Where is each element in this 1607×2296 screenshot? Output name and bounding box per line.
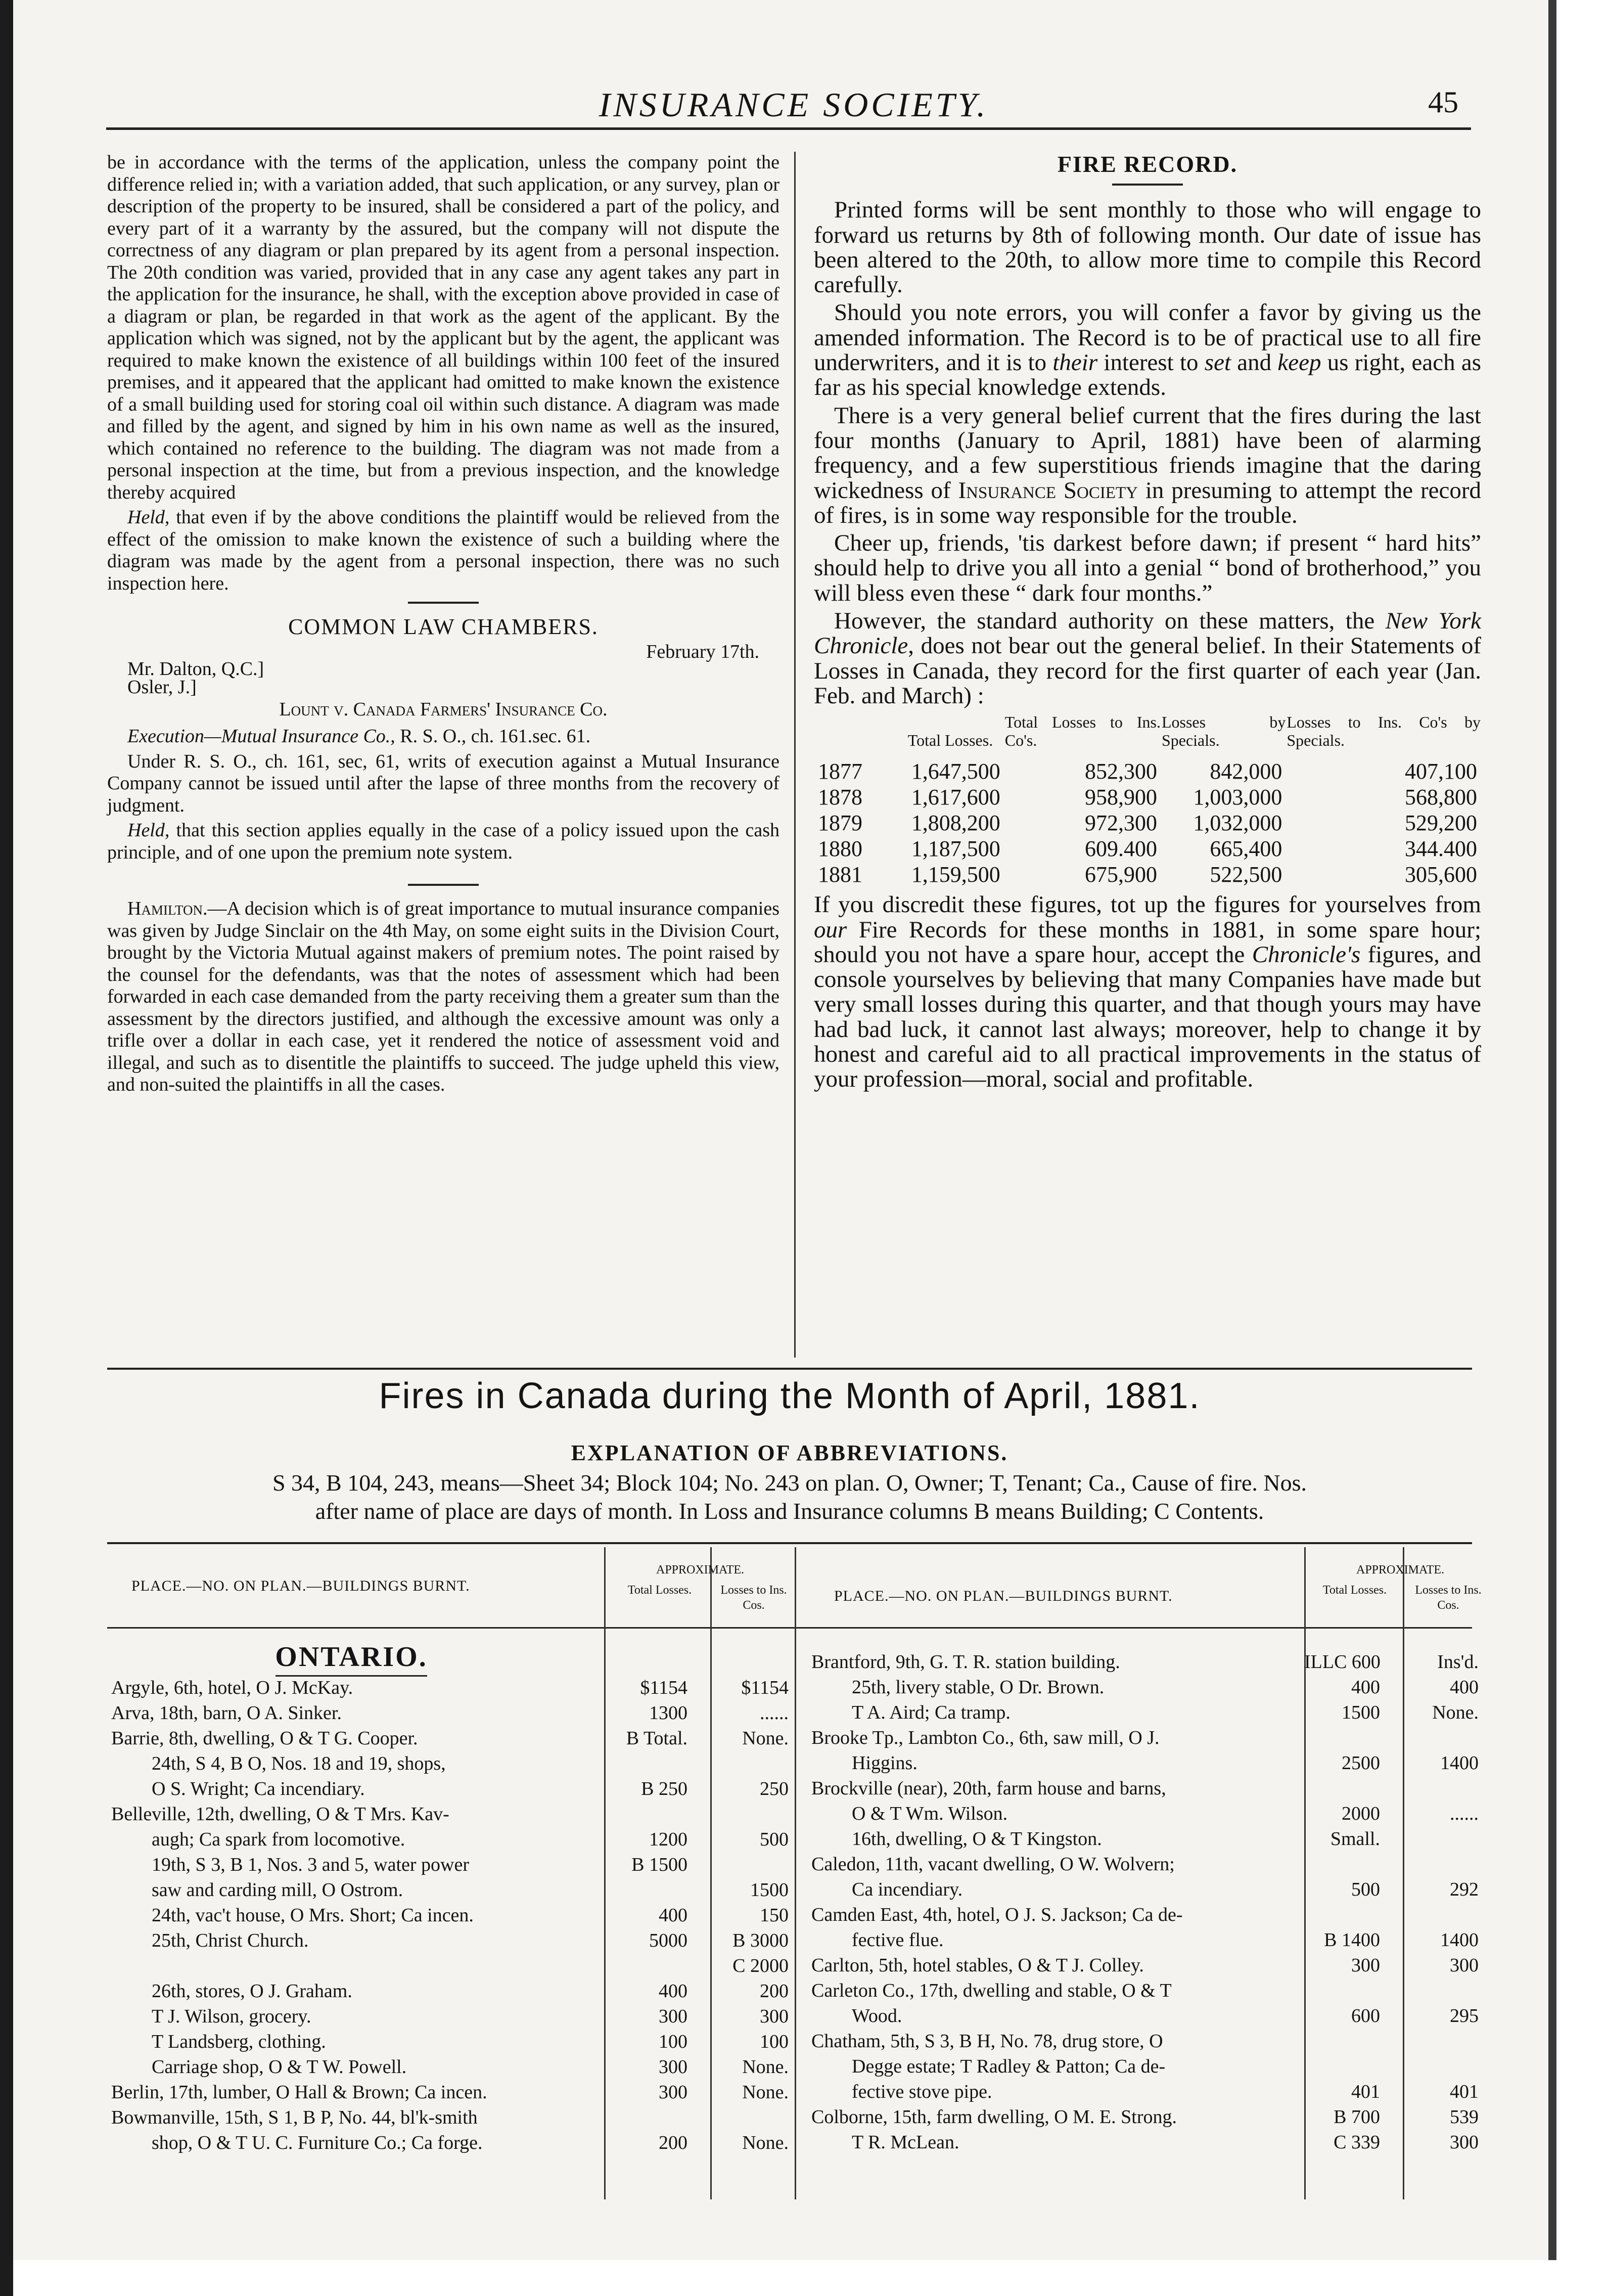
right-rows bbox=[811, 1651, 1494, 2156]
ins-cell: 972,300 bbox=[1084, 811, 1157, 836]
fire-entry-row bbox=[111, 1778, 794, 1803]
total-cell: 1,808,200 bbox=[911, 811, 1000, 836]
spec-cell: 1,003,000 bbox=[1193, 785, 1282, 810]
total-cell: 1,617,600 bbox=[911, 785, 1000, 810]
fire-place: 19th, S 3, B 1, Nos. 3 and 5, water power bbox=[152, 1854, 469, 1875]
fire-entry-row bbox=[111, 1955, 794, 1980]
ins-spec-cell: 305,600 bbox=[1405, 862, 1477, 887]
p6-our: our bbox=[814, 916, 847, 943]
fire-entry-row bbox=[811, 1828, 1494, 1853]
fire-entry-row bbox=[811, 1853, 1494, 1878]
total-losses-header: Total Losses. bbox=[627, 1584, 692, 1597]
fire-ins-loss: None. bbox=[742, 2132, 789, 2153]
fire-total-loss: 400 bbox=[659, 1980, 687, 2002]
fires-section-title: Fires in Canada during the Month of April, 1881. bbox=[379, 1376, 1201, 1416]
year-header bbox=[814, 712, 907, 758]
abbreviations-line-1: S 34, B 104, 243, means—Sheet 34; Block 104; No. 243 on plan. O, Owner; T, Tenant; Ca., Cause of fire. Nos. bbox=[272, 1470, 1307, 1496]
fires-list-right bbox=[811, 1651, 1494, 2156]
table-top-rule bbox=[107, 1542, 1472, 1544]
fire-place: fective stove pipe. bbox=[852, 2081, 992, 2102]
fire-total-loss: 200 bbox=[659, 2132, 687, 2153]
fire-ins-loss: 100 bbox=[760, 2031, 789, 2052]
fire-place: Argyle, 6th, hotel, O J. McKay. bbox=[111, 1677, 353, 1698]
fire-ins-loss: 300 bbox=[1450, 1955, 1479, 1976]
fire-total-loss: 300 bbox=[1351, 1955, 1380, 1976]
fire-place: Brantford, 9th, G. T. R. station building. bbox=[811, 1651, 1120, 1673]
fire-entry-row bbox=[111, 2056, 794, 2081]
fire-place: 24th, vac't house, O Mrs. Short; Ca incen. bbox=[152, 1905, 474, 1926]
hamilton-label: Hamilton. bbox=[127, 898, 208, 919]
fire-total-loss: B Total. bbox=[626, 1728, 687, 1749]
p3-part-b: in presuming to attempt the record of fires, is in some way responsible for the trouble. bbox=[814, 477, 1481, 528]
losses-row bbox=[814, 836, 1481, 862]
fire-entry-row bbox=[811, 1727, 1494, 1752]
fire-ins-loss: 539 bbox=[1450, 2106, 1479, 2128]
total-cell: 1,187,500 bbox=[911, 836, 1000, 862]
fire-total-loss: 300 bbox=[659, 2056, 687, 2078]
losses-row bbox=[814, 810, 1481, 836]
fire-place: saw and carding mill, O Ostrom. bbox=[152, 1879, 403, 1901]
place-column-header-right: PLACE.—NO. ON PLAN.—BUILDINGS BURNT. bbox=[834, 1588, 1173, 1604]
fire-entry-row bbox=[811, 2030, 1494, 2055]
fire-total-loss: 600 bbox=[1351, 2005, 1380, 2027]
fire-entry-row bbox=[811, 1929, 1494, 1954]
fire-place: 25th, livery stable, O Dr. Brown. bbox=[852, 1677, 1105, 1698]
fire-place: O S. Wright; Ca incendiary. bbox=[152, 1778, 365, 1799]
fire-entry-row bbox=[811, 1752, 1494, 1777]
fire-total-loss: 100 bbox=[659, 2031, 687, 2052]
fire-entry-row bbox=[111, 2005, 794, 2031]
spec-cell: 665,400 bbox=[1210, 836, 1282, 862]
fire-entry-row bbox=[111, 1727, 794, 1752]
left-rows bbox=[111, 1677, 794, 2157]
fire-place: Caledon, 11th, vacant dwelling, O W. Wolvern; bbox=[811, 1854, 1175, 1875]
chambers-date: February 17th. bbox=[646, 641, 759, 662]
fire-entry-row bbox=[811, 1701, 1494, 1727]
abbreviations-text bbox=[107, 1469, 1472, 1525]
ins-spec-cell: 529,200 bbox=[1405, 811, 1477, 836]
fire-place: T J. Wilson, grocery. bbox=[152, 2006, 311, 2027]
bench-block bbox=[107, 641, 779, 698]
execution-headnote bbox=[107, 726, 779, 748]
fire-place: Carleton Co., 17th, dwelling and stable, O & T bbox=[811, 1980, 1172, 2001]
abbreviations-line-2: after name of place are days of month. In Loss and Insurance columns B means Building; C Contents. bbox=[315, 1498, 1264, 1524]
fire-ins-loss: 1400 bbox=[1440, 1929, 1479, 1951]
fire-total-loss: 500 bbox=[1351, 1879, 1380, 1900]
header-losses-to-ins: Total Losses to Ins. Co's. bbox=[1004, 713, 1161, 750]
fire-ins-loss: 500 bbox=[760, 1829, 789, 1850]
fire-ins-loss: None. bbox=[742, 1728, 789, 1749]
fire-entry-row bbox=[111, 1929, 794, 1955]
ins-spec-cell: 344.400 bbox=[1405, 836, 1477, 862]
held-paragraph-2 bbox=[107, 820, 779, 864]
chambers-heading: COMMON LAW CHAMBERS. bbox=[288, 614, 599, 639]
p2-set: set bbox=[1204, 349, 1231, 376]
fire-ins-loss: B 3000 bbox=[732, 1930, 789, 1951]
year-cell: 1880 bbox=[818, 836, 862, 862]
p2-their: their bbox=[1052, 349, 1098, 376]
fire-ins-loss: None. bbox=[742, 2056, 789, 2078]
fire-ins-loss: Ins'd. bbox=[1437, 1651, 1479, 1673]
fire-total-loss: B 1500 bbox=[631, 1854, 687, 1875]
p2-part-c: and bbox=[1231, 349, 1278, 376]
fire-place: shop, O & T U. C. Furniture Co.; Ca forge. bbox=[152, 2132, 483, 2153]
fire-place: Higgins. bbox=[852, 1752, 917, 1774]
fire-ins-loss: 1500 bbox=[750, 1879, 789, 1901]
fire-place: fective flue. bbox=[852, 1929, 944, 1951]
year-cell: 1879 bbox=[818, 811, 862, 836]
fire-total-loss: 300 bbox=[659, 2082, 687, 2103]
fire-place: Carlton, 5th, hotel stables, O & T J. Colley. bbox=[811, 1955, 1144, 1976]
abbreviations-heading: EXPLANATION OF ABBREVIATIONS. bbox=[571, 1440, 1008, 1465]
fire-ins-loss: None. bbox=[1432, 1702, 1479, 1723]
fire-place: Chatham, 5th, S 3, B H, No. 78, drug store, O bbox=[811, 2031, 1163, 2052]
fire-entry-row bbox=[111, 2031, 794, 2056]
right-column bbox=[814, 152, 1481, 1095]
fire-ins-loss: 401 bbox=[1450, 2081, 1479, 2102]
judgment-text: be in accordance with the terms of the application, unless the company point the difference relied in; with a variation added, that such application, or any survey, plan or description of the property to be insured, shall be considered a part of the policy, and every part of it a warranty by the assured, but the company will not dispute the correctness of any diagram or plan prepared by its agent from a personal inspection. The 20th condition was varied, provided that in any case any agent takes any part in the application for the insurance, he shall, with the exception above provided in case of a diagram or plan, be regarded in that work as the agent of the applicant. By the application which was signed, not by the applicant but by the agent, the applicant was required to make known the existence of all buildings within 100 feet of the insured premises, and it appeared that the applicant had omitted to make known the existence of a small building used for storing coal oil within such distance. A diagram was made and filled by the agent, and signed by him in his own name as well as the insured, which contained no reference to the building. The diagram was not made from a personal inspection at the time, but from a previous inspection, and the knowledge thereby acquired bbox=[107, 152, 779, 503]
p6-part-c: figures, and console yourselves by believing that many Companies have made but very small losses during this quarter, and that though yours may have had bad luck, it cannot last always; moreover, help to change it by honest and careful aid to all practical improvements in the status of your profession—moral, social and profitable. bbox=[814, 941, 1482, 1093]
fire-place: 25th, Christ Church. bbox=[152, 1930, 309, 1951]
binding-edge bbox=[0, 0, 13, 2296]
fire-place: T Landsberg, clothing. bbox=[152, 2031, 326, 2052]
year-cell: 1881 bbox=[818, 862, 862, 887]
fire-place: Brockville (near), 20th, farm house and barns, bbox=[811, 1778, 1166, 1799]
fire-entry-row bbox=[111, 1828, 794, 1854]
page-margin-right bbox=[1556, 0, 1607, 2296]
page-edge-shadow bbox=[1548, 0, 1556, 2296]
ins-cell: 852,300 bbox=[1084, 759, 1157, 784]
ins-cell: 675,900 bbox=[1084, 862, 1157, 887]
spec-cell: 522,500 bbox=[1210, 862, 1282, 887]
fire-entry-row bbox=[811, 1979, 1494, 2005]
fire-place: Degge estate; T Radley & Patton; Ca de- bbox=[852, 2056, 1166, 2077]
held-text: that even if by the above conditions the plaintiff would be relieved from the effect of the omission to make known the existence of such a building where the diagram was made by the agent from a personal inspection, there was no such inspection here. bbox=[107, 507, 779, 594]
fire-place: Wood. bbox=[852, 2005, 902, 2027]
fire-entry-row bbox=[811, 2055, 1494, 2081]
rule-paragraph: Under R. S. O., ch. 161, sec, 61, writs of execution against a Mutual Insurance Company cannot be issued until after the lapse of three months from the recovery of judgment. bbox=[107, 750, 779, 816]
fire-entry-row bbox=[111, 1980, 794, 2005]
p2-keep: keep bbox=[1277, 349, 1321, 376]
province-heading: ONTARIO. bbox=[275, 1641, 428, 1673]
p5-part-a: However, the standard authority on these matters, the bbox=[834, 608, 1386, 635]
total-cell: 1,647,500 bbox=[911, 759, 1000, 784]
fire-entry-row bbox=[811, 1777, 1494, 1803]
fire-entry-row bbox=[811, 1954, 1494, 1979]
fire-total-loss: 1200 bbox=[649, 1829, 687, 1850]
fire-total-loss: 2500 bbox=[1342, 1752, 1380, 1774]
fire-entry-row bbox=[111, 2081, 794, 2106]
year-cell: 1878 bbox=[818, 785, 862, 810]
losses-header-row bbox=[814, 712, 1481, 758]
year-cell: 1877 bbox=[818, 759, 862, 784]
total-losses-header-right: Total Losses. bbox=[1322, 1584, 1387, 1597]
fire-place: Camden East, 4th, hotel, O J. S. Jackson; Ca de- bbox=[811, 1904, 1183, 1925]
losses-row bbox=[814, 784, 1481, 810]
fire-entry-row bbox=[111, 1677, 794, 1702]
fire-entry-row bbox=[811, 1904, 1494, 1929]
fire-place: augh; Ca spark from locomotive. bbox=[152, 1829, 405, 1850]
fire-total-loss: 400 bbox=[659, 1905, 687, 1926]
fire-ins-loss: ...... bbox=[1450, 1803, 1479, 1824]
fire-entry-row bbox=[811, 1651, 1494, 1676]
execution-text: R. S. O., ch. 161.sec. 61. bbox=[395, 726, 591, 747]
fire-entry-row bbox=[811, 2005, 1494, 2030]
held-text-2: that this section applies equally in the case of a policy issued upon the cash principle, and of one upon the premium note system. bbox=[107, 820, 779, 863]
case-title: Lount v. Canada Farmers' Insurance Co. bbox=[279, 698, 608, 720]
p3-insurance-society: Insurance Society bbox=[958, 477, 1138, 504]
fire-ins-loss: 400 bbox=[1450, 1677, 1479, 1698]
fire-entry-row bbox=[111, 1904, 794, 1929]
heading-rule bbox=[1112, 184, 1183, 186]
fire-entry-row bbox=[111, 2106, 794, 2132]
section-rule bbox=[107, 1368, 1472, 1370]
fire-ins-loss: 295 bbox=[1450, 2005, 1479, 2027]
fire-record-p3 bbox=[814, 403, 1481, 528]
p2-part-a: Should you note errors, you will confer a favor by giving us the amended information. The Record is to be of practical use to all fire underwriters, and it is to bbox=[814, 299, 1481, 376]
fire-ins-loss: 1400 bbox=[1440, 1752, 1479, 1774]
spec-cell: 842,000 bbox=[1210, 759, 1282, 784]
fire-record-p6 bbox=[814, 892, 1481, 1092]
fire-place: T A. Aird; Ca tramp. bbox=[852, 1702, 1011, 1723]
fire-place: Arva, 18th, barn, O A. Sinker. bbox=[111, 1702, 342, 1724]
fire-entry-row bbox=[811, 2106, 1494, 2131]
held-label-2: Held, bbox=[127, 820, 170, 841]
p6-part-a: If you discredit these figures, tot up the figures for yourselves from bbox=[814, 891, 1481, 918]
fire-place: T R. McLean. bbox=[852, 2132, 959, 2153]
fire-total-loss: 400 bbox=[1351, 1677, 1380, 1698]
losses-row bbox=[814, 862, 1481, 887]
header-rule bbox=[106, 127, 1471, 130]
fire-place: Carriage shop, O & T W. Powell. bbox=[152, 2056, 407, 2078]
fire-entry-row bbox=[111, 1854, 794, 1879]
fire-ins-loss: 200 bbox=[760, 1980, 789, 2002]
column-divider bbox=[794, 152, 796, 1358]
fire-ins-loss: $1154 bbox=[741, 1677, 789, 1698]
fire-entry-row bbox=[811, 2131, 1494, 2156]
judge-dalton: Mr. Dalton, Q.C.] bbox=[127, 658, 264, 680]
p5-part-b: , does not bear out the general belief. In their Statements of Losses in Canada, they record for the first quarter of each year (Jan. Feb. and March) : bbox=[814, 633, 1481, 709]
fire-record-p1: Printed forms will be sent monthly to those who will engage to forward us returns by 8th of following month. Our date of issue has been altered to the 20th, to allow more time to compile this Record carefully. bbox=[814, 197, 1481, 298]
table-header-rule bbox=[107, 1627, 1472, 1629]
ins-cell: 958,900 bbox=[1084, 785, 1157, 810]
losses-row bbox=[814, 758, 1481, 784]
judge-osler: Osler, J.] bbox=[127, 676, 197, 698]
fire-place: Berlin, 17th, lumber, O Hall & Brown; Ca incen. bbox=[111, 2082, 487, 2103]
fire-ins-loss: 292 bbox=[1450, 1879, 1479, 1900]
p2-part-d: us right, each as far as his special knowledge extends. bbox=[814, 349, 1481, 401]
hamilton-paragraph bbox=[107, 898, 779, 1096]
fire-entry-row bbox=[811, 1803, 1494, 1828]
section-divider bbox=[408, 602, 479, 604]
page-margin-bottom bbox=[13, 2260, 1556, 2296]
fire-place: 24th, S 4, B O, Nos. 18 and 19, shops, bbox=[152, 1753, 446, 1774]
header-ins-by-specials: Losses to Ins. Co's by Specials. bbox=[1287, 713, 1481, 750]
fire-place: Barrie, 8th, dwelling, O & T G. Cooper. bbox=[111, 1728, 418, 1749]
fire-place: Ca incendiary. bbox=[852, 1879, 963, 1900]
fire-total-loss: ILLC 600 bbox=[1304, 1651, 1381, 1673]
p5-new-york-chronicle: New York Chronicle bbox=[814, 608, 1481, 659]
approximate-label-right: APPROXIMATE. bbox=[1356, 1563, 1445, 1577]
fire-total-loss: 300 bbox=[659, 2006, 687, 2027]
p3-part-a: There is a very general belief current that the fires during the last four months (January to April, 1881) have been of alarming frequency, and a few superstitious friends imagine that the daring wickedness of bbox=[814, 402, 1481, 504]
fire-place: 16th, dwelling, O & T Kingston. bbox=[852, 1828, 1102, 1850]
total-cell: 1,159,500 bbox=[911, 862, 1000, 887]
fire-ins-loss: C 2000 bbox=[732, 1955, 789, 1976]
approximate-label: APPROXIMATE. bbox=[656, 1563, 745, 1577]
fires-list-left bbox=[111, 1641, 794, 2157]
fire-place: Brooke Tp., Lambton Co., 6th, saw mill, O J. bbox=[811, 1727, 1160, 1748]
ins-spec-cell: 568,800 bbox=[1405, 785, 1477, 810]
ins-spec-cell: 407,100 bbox=[1405, 759, 1477, 784]
fire-ins-loss: ...... bbox=[760, 1702, 789, 1724]
fire-ins-loss: None. bbox=[742, 2082, 789, 2103]
fire-total-loss: Small. bbox=[1330, 1828, 1380, 1850]
losses-table bbox=[814, 712, 1481, 887]
fire-place: Colborne, 15th, farm dwelling, O M. E. Strong. bbox=[811, 2106, 1177, 2128]
place-column-header: PLACE.—NO. ON PLAN.—BUILDINGS BURNT. bbox=[131, 1578, 470, 1594]
fire-entry-row bbox=[111, 1702, 794, 1727]
left-column bbox=[107, 152, 779, 1099]
p2-part-b: interest to bbox=[1097, 349, 1205, 376]
spec-cell: 1,032,000 bbox=[1193, 811, 1282, 836]
ins-cell: 609.400 bbox=[1084, 836, 1157, 862]
fire-ins-loss: 150 bbox=[760, 1905, 789, 1926]
fire-record-p2 bbox=[814, 300, 1481, 400]
fire-entry-row bbox=[811, 1878, 1494, 1904]
fire-entry-row bbox=[111, 1803, 794, 1828]
fire-place: 26th, stores, O J. Graham. bbox=[152, 1980, 352, 2002]
hamilton-text: —A decision which is of great importance to mutual insurance companies was given by Judge Sinclair on the 4th May, on some eight suits in the Division Court, brought by the Victoria Mutual against makers of premium notes. The point raised by the counsel for the defendants, was that the notes of assessment which had been forwarded in each case demanded from the party receiving them a greater sum than the assessment by the directors justified, and although the excessive amount was only a trifle over a dollar in each case, yet it rendered the notice of assessment void and illegal, and such as to disentitle the plaintiffs to succeed. The judge upheld this view, and non-suited the plaintiffs in all the cases. bbox=[107, 898, 779, 1095]
fire-total-loss: 1500 bbox=[1342, 1702, 1380, 1723]
fire-total-loss: 5000 bbox=[649, 1930, 687, 1951]
fire-entry-row bbox=[111, 1752, 794, 1778]
fire-entry-row bbox=[111, 1879, 794, 1904]
held-paragraph bbox=[107, 507, 779, 595]
fire-total-loss: $1154 bbox=[640, 1677, 687, 1698]
p6-part-b: Fire Records for these months in 1881, in some spare hour; should you not have a spare hour, accept the bbox=[814, 916, 1481, 968]
fire-ins-loss: 300 bbox=[1450, 2132, 1479, 2153]
fire-total-loss: 1300 bbox=[649, 1702, 687, 1724]
fire-ins-loss: 300 bbox=[760, 2006, 789, 2027]
ins-losses-header-right: Losses to Ins. Cos. bbox=[1415, 1584, 1482, 1612]
header-total-losses: Total Losses. bbox=[907, 731, 993, 750]
table-vrule bbox=[795, 1547, 796, 2199]
fire-total-loss: B 1400 bbox=[1324, 1929, 1380, 1951]
page-number: 45 bbox=[1428, 85, 1458, 119]
fire-record-heading: FIRE RECORD. bbox=[1057, 151, 1238, 177]
fire-record-p5 bbox=[814, 609, 1481, 708]
fire-total-loss: 2000 bbox=[1342, 1803, 1380, 1824]
fire-total-loss: 401 bbox=[1351, 2081, 1380, 2102]
fire-total-loss: B 250 bbox=[641, 1778, 687, 1799]
fire-place: Belleville, 12th, dwelling, O & T Mrs. Kav- bbox=[111, 1804, 449, 1825]
execution-label: Execution—Mutual Insurance Co., bbox=[127, 726, 395, 747]
p6-chronicle: Chronicle's bbox=[1252, 941, 1361, 968]
fire-record-p4: Cheer up, friends, 'tis darkest before dawn; if present “ hard hits” should help to drive you all into a genial “ bond of brotherhood,” you will bless even these “ dark four months.” bbox=[814, 530, 1481, 606]
running-title: INSURANCE SOCIETY. bbox=[599, 85, 989, 124]
section-divider-2 bbox=[408, 884, 479, 886]
ins-losses-header: Losses to Ins. Cos. bbox=[720, 1584, 787, 1612]
fire-ins-loss: 250 bbox=[760, 1778, 789, 1799]
fire-place: Bowmanville, 15th, S 1, B P, No. 44, bl'k-smith bbox=[111, 2107, 478, 2128]
fire-entry-row bbox=[111, 2132, 794, 2157]
fire-entry-row bbox=[811, 2081, 1494, 2106]
fire-place: O & T Wm. Wilson. bbox=[852, 1803, 1008, 1824]
fire-total-loss: B 700 bbox=[1334, 2106, 1380, 2128]
fire-entry-row bbox=[811, 1676, 1494, 1701]
header-losses-by-specials: Losses by Specials. bbox=[1161, 713, 1286, 750]
held-label: Held, bbox=[127, 507, 170, 528]
fire-total-loss: C 339 bbox=[1334, 2132, 1380, 2153]
